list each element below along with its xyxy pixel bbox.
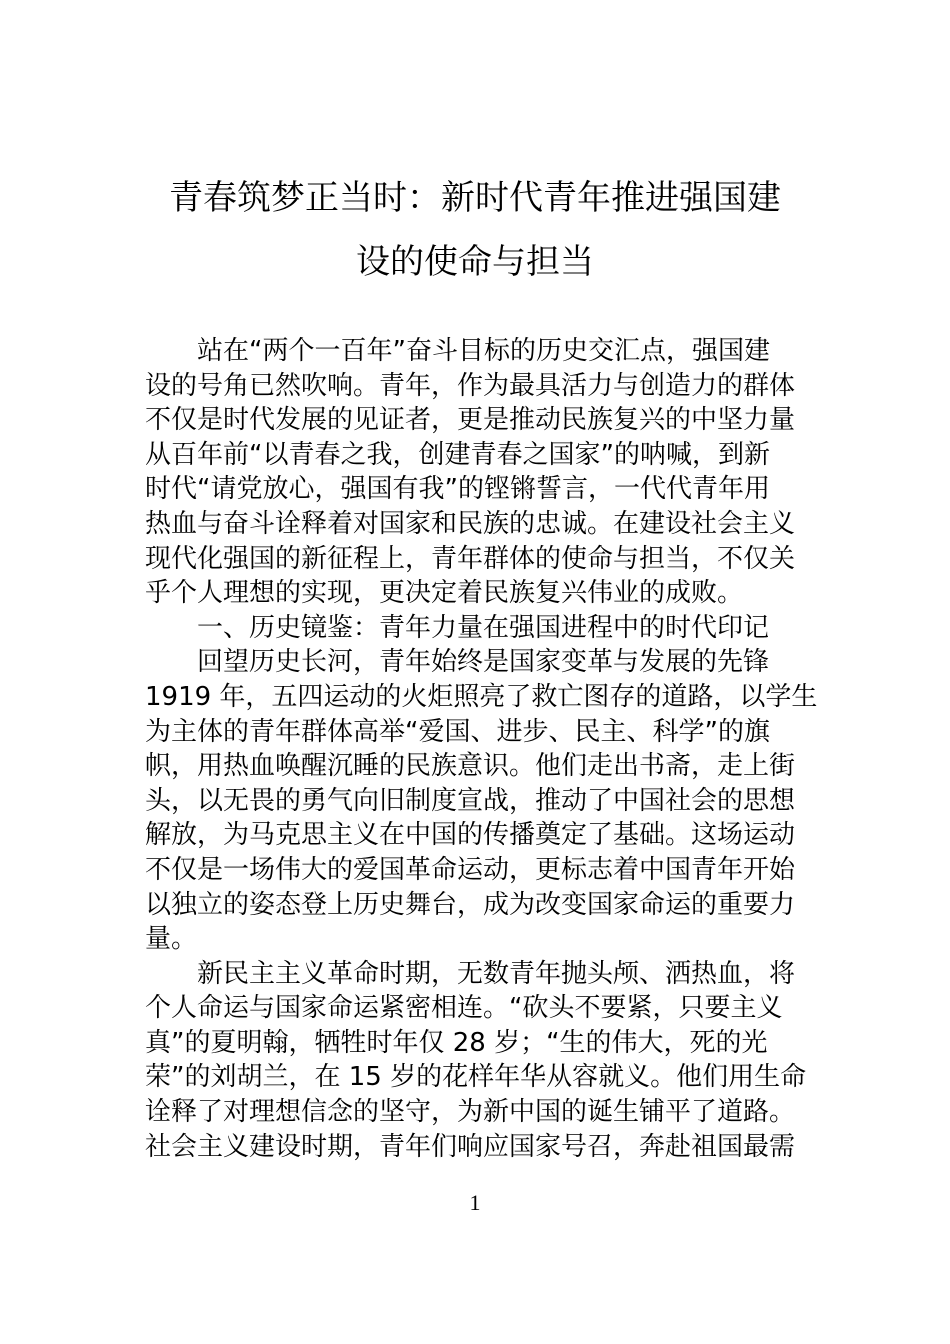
body-line: 社会主义建设时期，青年们响应国家号召，奔赴祖国最需 bbox=[145, 1131, 796, 1162]
section-heading: 一、历史镜鉴：青年力量在强国进程中的时代印记 bbox=[197, 612, 770, 643]
body-line: 现代化强国的新征程上，青年群体的使命与担当，不仅关 bbox=[145, 543, 796, 574]
body-line: 量。 bbox=[145, 924, 198, 955]
body-line: 荣”的刘胡兰，在 15 岁的花样年华从容就义。他们用生命 bbox=[145, 1062, 807, 1093]
body-line: 解放，为马克思主义在中国的传播奠定了基础。这场运动 bbox=[145, 820, 796, 851]
page-number: 1 bbox=[469, 1190, 481, 1215]
title-line-2: 设的使命与担当 bbox=[356, 242, 594, 282]
body-line: 不仅是时代发展的见证者，更是推动民族复兴的中坚力量 bbox=[145, 405, 796, 436]
body-line: 站在“两个一百年”奋斗目标的历史交汇点，强国建 bbox=[197, 336, 770, 366]
body-line: 个人命运与国家命运紧密相连。“砍头不要紧，只要主义 bbox=[145, 993, 783, 1024]
body-line: 真”的夏明翰，牺牲时年仅 28 岁；“生的伟大，死的光 bbox=[145, 1027, 768, 1058]
body-line: 以独立的姿态登上历史舞台，成为改变国家命运的重要力 bbox=[145, 889, 796, 920]
body-line: 1919 年，五四运动的火炬照亮了救亡图存的道路，以学生 bbox=[145, 681, 818, 712]
body-line: 从百年前“以青春之我，创建青春之国家”的呐喊，到新 bbox=[145, 439, 770, 470]
body-line: 设的号角已然吹响。青年，作为最具活力与创造力的群体 bbox=[145, 370, 796, 401]
title-line-1: 青春筑梦正当时：新时代青年推进强国建 bbox=[169, 178, 781, 218]
body-line: 不仅是一场伟大的爱国革命运动，更标志着中国青年开始 bbox=[145, 854, 796, 885]
body-line: 诠释了对理想信念的坚守，为新中国的诞生铺平了道路。 bbox=[145, 1097, 796, 1128]
document-title bbox=[140, 166, 810, 294]
body-line: 热血与奋斗诠释着对国家和民族的忠诚。在建设社会主义 bbox=[145, 508, 796, 539]
body-line: 时代“请党放心，强国有我”的铿锵誓言，一代代青年用 bbox=[145, 474, 770, 505]
body-text bbox=[145, 334, 818, 1164]
body-line: 新民主主义革命时期，无数青年抛头颅、洒热血，将 bbox=[197, 958, 796, 989]
body-line: 为主体的青年群体高举“爱国、进步、民主、科学”的旗 bbox=[145, 716, 770, 747]
body-line: 头，以无畏的勇气向旧制度宣战，推动了中国社会的思想 bbox=[145, 785, 796, 816]
body-line: 回望历史长河，青年始终是国家变革与发展的先锋 bbox=[197, 647, 770, 678]
body-line: 帜，用热血唤醒沉睡的民族意识。他们走出书斋，走上街 bbox=[145, 751, 796, 782]
body-line: 乎个人理想的实现，更决定着民族复兴伟业的成败。 bbox=[145, 578, 744, 609]
